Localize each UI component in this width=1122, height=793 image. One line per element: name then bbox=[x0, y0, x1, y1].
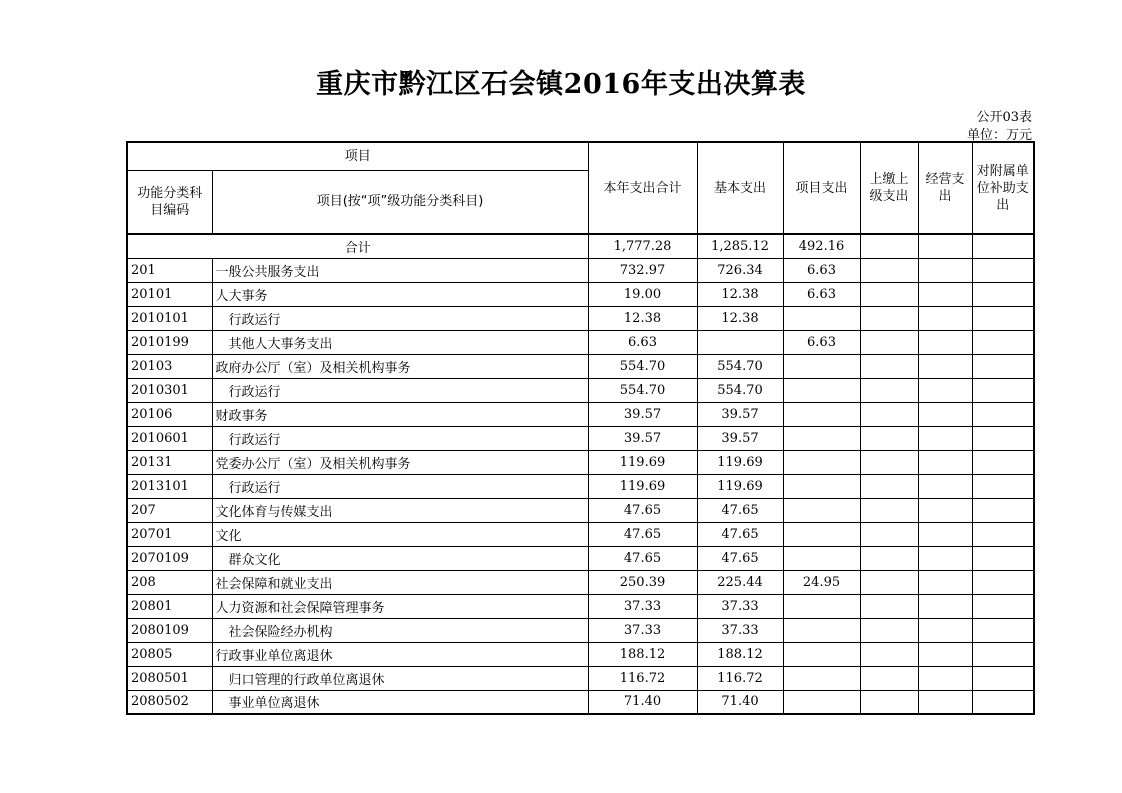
row-business bbox=[918, 498, 972, 522]
row-code: 201 bbox=[127, 258, 212, 282]
row-basic: 225.44 bbox=[697, 570, 783, 594]
row-project bbox=[783, 306, 860, 330]
row-subsidy bbox=[972, 570, 1034, 594]
table-row bbox=[127, 474, 1034, 498]
row-remit bbox=[860, 498, 918, 522]
row-remit bbox=[860, 426, 918, 450]
row-subsidy bbox=[972, 426, 1034, 450]
row-name: 行政运行 bbox=[212, 474, 588, 498]
unit-label: 单位：万元 bbox=[966, 128, 1032, 143]
row-code: 20805 bbox=[127, 642, 212, 666]
row-remit bbox=[860, 306, 918, 330]
row-basic: 554.70 bbox=[697, 378, 783, 402]
row-project bbox=[783, 618, 860, 642]
row-name: 行政运行 bbox=[212, 378, 588, 402]
row-business bbox=[918, 594, 972, 618]
row-remit bbox=[860, 402, 918, 426]
row-business bbox=[918, 354, 972, 378]
row-project bbox=[783, 450, 860, 474]
row-business bbox=[918, 330, 972, 354]
row-total: 250.39 bbox=[588, 570, 697, 594]
row-business bbox=[918, 642, 972, 666]
row-remit bbox=[860, 522, 918, 546]
table-row bbox=[127, 258, 1034, 282]
row-remit bbox=[860, 546, 918, 570]
row-business bbox=[918, 666, 972, 690]
row-code: 20131 bbox=[127, 450, 212, 474]
total-label: 合计 bbox=[127, 234, 588, 258]
row-basic: 116.72 bbox=[697, 666, 783, 690]
row-total: 119.69 bbox=[588, 474, 697, 498]
row-basic: 119.69 bbox=[697, 474, 783, 498]
row-business bbox=[918, 474, 972, 498]
row-code: 2070109 bbox=[127, 546, 212, 570]
table-row bbox=[127, 354, 1034, 378]
row-project bbox=[783, 498, 860, 522]
header-name: 项目(按“项”级功能分类科目) bbox=[212, 170, 588, 234]
row-name: 文化 bbox=[212, 522, 588, 546]
row-code: 2010199 bbox=[127, 330, 212, 354]
row-subsidy bbox=[972, 498, 1034, 522]
row-subsidy bbox=[972, 474, 1034, 498]
row-basic: 12.38 bbox=[697, 282, 783, 306]
total-total: 1,777.28 bbox=[588, 234, 697, 258]
total-project: 492.16 bbox=[783, 234, 860, 258]
table-row bbox=[127, 666, 1034, 690]
row-basic: 37.33 bbox=[697, 618, 783, 642]
row-remit bbox=[860, 690, 918, 714]
row-total: 188.12 bbox=[588, 642, 697, 666]
row-project bbox=[783, 402, 860, 426]
row-remit bbox=[860, 330, 918, 354]
row-name: 社会保险经办机构 bbox=[212, 618, 588, 642]
row-subsidy bbox=[972, 258, 1034, 282]
row-business bbox=[918, 546, 972, 570]
table-row bbox=[127, 642, 1034, 666]
row-subsidy bbox=[972, 354, 1034, 378]
row-basic: 47.65 bbox=[697, 546, 783, 570]
row-code: 20701 bbox=[127, 522, 212, 546]
row-name: 行政事业单位离退休 bbox=[212, 642, 588, 666]
row-name: 群众文化 bbox=[212, 546, 588, 570]
table-row bbox=[127, 522, 1034, 546]
row-project: 6.63 bbox=[783, 258, 860, 282]
row-remit bbox=[860, 258, 918, 282]
header-remit: 上缴上级支出 bbox=[860, 142, 918, 234]
row-basic: 47.65 bbox=[697, 498, 783, 522]
row-remit bbox=[860, 594, 918, 618]
row-name: 一般公共服务支出 bbox=[212, 258, 588, 282]
row-subsidy bbox=[972, 522, 1034, 546]
row-subsidy bbox=[972, 306, 1034, 330]
row-subsidy bbox=[972, 282, 1034, 306]
row-remit bbox=[860, 642, 918, 666]
row-project bbox=[783, 594, 860, 618]
header-total: 本年支出合计 bbox=[588, 142, 697, 234]
row-remit bbox=[860, 666, 918, 690]
row-business bbox=[918, 282, 972, 306]
row-name: 其他人大事务支出 bbox=[212, 330, 588, 354]
row-total: 116.72 bbox=[588, 666, 697, 690]
table-row bbox=[127, 546, 1034, 570]
row-total: 554.70 bbox=[588, 378, 697, 402]
row-basic: 39.57 bbox=[697, 426, 783, 450]
row-project bbox=[783, 690, 860, 714]
row-remit bbox=[860, 354, 918, 378]
row-total: 119.69 bbox=[588, 450, 697, 474]
row-business bbox=[918, 306, 972, 330]
row-name: 归口管理的行政单位离退休 bbox=[212, 666, 588, 690]
row-subsidy bbox=[972, 594, 1034, 618]
row-total: 47.65 bbox=[588, 498, 697, 522]
table-row bbox=[127, 378, 1034, 402]
row-name: 社会保障和就业支出 bbox=[212, 570, 588, 594]
total-business bbox=[918, 234, 972, 258]
row-business bbox=[918, 570, 972, 594]
row-code: 2013101 bbox=[127, 474, 212, 498]
row-subsidy bbox=[972, 450, 1034, 474]
row-subsidy bbox=[972, 690, 1034, 714]
row-remit bbox=[860, 450, 918, 474]
header-business: 经营支出 bbox=[918, 142, 972, 234]
row-code: 20103 bbox=[127, 354, 212, 378]
header-project-expense: 项目支出 bbox=[783, 142, 860, 234]
total-row bbox=[127, 234, 1034, 258]
table-row bbox=[127, 498, 1034, 522]
row-project bbox=[783, 426, 860, 450]
row-project bbox=[783, 354, 860, 378]
row-total: 37.33 bbox=[588, 594, 697, 618]
row-code: 208 bbox=[127, 570, 212, 594]
row-basic: 71.40 bbox=[697, 690, 783, 714]
row-basic bbox=[697, 330, 783, 354]
row-project bbox=[783, 666, 860, 690]
row-name: 事业单位离退休 bbox=[212, 690, 588, 714]
row-code: 2080501 bbox=[127, 666, 212, 690]
table-row bbox=[127, 450, 1034, 474]
row-subsidy bbox=[972, 378, 1034, 402]
table-row bbox=[127, 330, 1034, 354]
row-total: 71.40 bbox=[588, 690, 697, 714]
row-total: 19.00 bbox=[588, 282, 697, 306]
row-basic: 554.70 bbox=[697, 354, 783, 378]
table-row bbox=[127, 690, 1034, 714]
row-business bbox=[918, 426, 972, 450]
total-remit bbox=[860, 234, 918, 258]
row-business bbox=[918, 618, 972, 642]
row-total: 39.57 bbox=[588, 402, 697, 426]
total-basic: 1,285.12 bbox=[697, 234, 783, 258]
table-row bbox=[127, 594, 1034, 618]
row-basic: 39.57 bbox=[697, 402, 783, 426]
table-row bbox=[127, 402, 1034, 426]
row-project bbox=[783, 522, 860, 546]
row-business bbox=[918, 690, 972, 714]
row-name: 行政运行 bbox=[212, 306, 588, 330]
header-project: 项目 bbox=[127, 142, 588, 170]
row-name: 文化体育与传媒支出 bbox=[212, 498, 588, 522]
row-business bbox=[918, 522, 972, 546]
row-project: 6.63 bbox=[783, 330, 860, 354]
row-subsidy bbox=[972, 642, 1034, 666]
page-title: 重庆市黔江区石会镇2016年支出决算表 bbox=[316, 69, 806, 100]
row-name: 党委办公厅（室）及相关机构事务 bbox=[212, 450, 588, 474]
row-business bbox=[918, 402, 972, 426]
row-total: 6.63 bbox=[588, 330, 697, 354]
row-total: 12.38 bbox=[588, 306, 697, 330]
row-basic: 726.34 bbox=[697, 258, 783, 282]
row-code: 2080109 bbox=[127, 618, 212, 642]
header-subsidy: 对附属单位补助支出 bbox=[972, 142, 1034, 234]
row-basic: 119.69 bbox=[697, 450, 783, 474]
form-number: 公开03表 bbox=[976, 110, 1032, 125]
row-remit bbox=[860, 618, 918, 642]
row-subsidy bbox=[972, 666, 1034, 690]
row-project bbox=[783, 546, 860, 570]
row-total: 39.57 bbox=[588, 426, 697, 450]
row-name: 财政事务 bbox=[212, 402, 588, 426]
header-code: 功能分类科目编码 bbox=[127, 170, 212, 234]
header-basic: 基本支出 bbox=[697, 142, 783, 234]
row-total: 37.33 bbox=[588, 618, 697, 642]
row-name: 人力资源和社会保障管理事务 bbox=[212, 594, 588, 618]
row-project bbox=[783, 378, 860, 402]
row-project bbox=[783, 474, 860, 498]
row-subsidy bbox=[972, 618, 1034, 642]
row-code: 20801 bbox=[127, 594, 212, 618]
row-project: 24.95 bbox=[783, 570, 860, 594]
row-business bbox=[918, 258, 972, 282]
row-project bbox=[783, 642, 860, 666]
row-basic: 47.65 bbox=[697, 522, 783, 546]
row-basic: 37.33 bbox=[697, 594, 783, 618]
row-remit bbox=[860, 570, 918, 594]
row-project: 6.63 bbox=[783, 282, 860, 306]
row-code: 2010601 bbox=[127, 426, 212, 450]
row-code: 2080502 bbox=[127, 690, 212, 714]
table-row bbox=[127, 426, 1034, 450]
row-remit bbox=[860, 474, 918, 498]
total-subsidy bbox=[972, 234, 1034, 258]
row-code: 20106 bbox=[127, 402, 212, 426]
row-code: 207 bbox=[127, 498, 212, 522]
row-code: 2010101 bbox=[127, 306, 212, 330]
row-code: 2010301 bbox=[127, 378, 212, 402]
row-basic: 12.38 bbox=[697, 306, 783, 330]
table-row bbox=[127, 282, 1034, 306]
row-basic: 188.12 bbox=[697, 642, 783, 666]
row-name: 政府办公厅（室）及相关机构事务 bbox=[212, 354, 588, 378]
row-business bbox=[918, 378, 972, 402]
row-name: 行政运行 bbox=[212, 426, 588, 450]
table-row bbox=[127, 618, 1034, 642]
row-subsidy bbox=[972, 546, 1034, 570]
row-total: 732.97 bbox=[588, 258, 697, 282]
row-remit bbox=[860, 282, 918, 306]
row-business bbox=[918, 450, 972, 474]
row-total: 554.70 bbox=[588, 354, 697, 378]
row-total: 47.65 bbox=[588, 546, 697, 570]
table-row bbox=[127, 570, 1034, 594]
table-row bbox=[127, 306, 1034, 330]
expenditure-table bbox=[126, 141, 1035, 715]
row-code: 20101 bbox=[127, 282, 212, 306]
row-total: 47.65 bbox=[588, 522, 697, 546]
row-subsidy bbox=[972, 402, 1034, 426]
row-remit bbox=[860, 378, 918, 402]
row-name: 人大事务 bbox=[212, 282, 588, 306]
row-subsidy bbox=[972, 330, 1034, 354]
